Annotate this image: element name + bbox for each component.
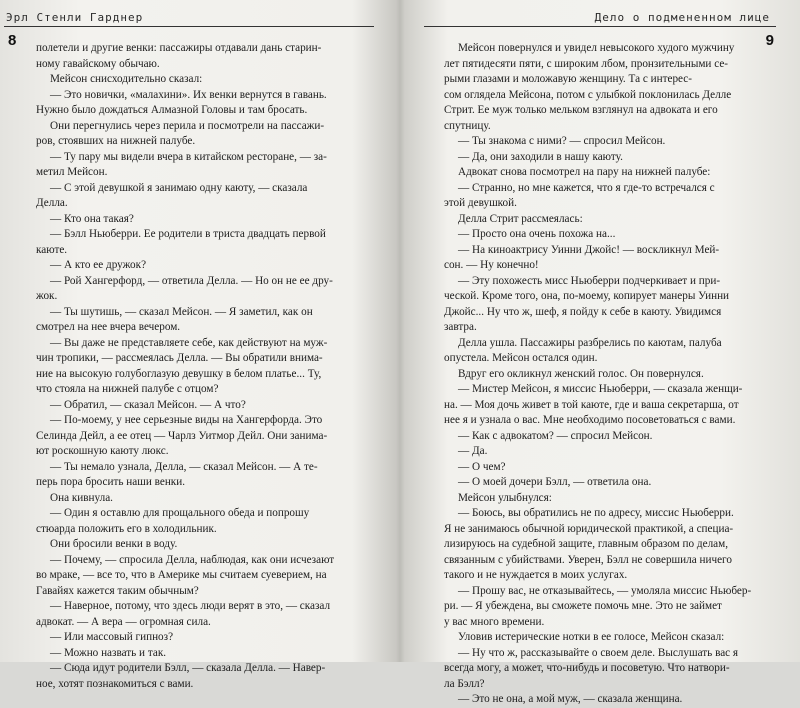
text-line: ров, стоявших на нижней палубе. xyxy=(36,135,196,147)
text-line: ческой. Кроме того, она, по-моему, копирует манеры Уинни xyxy=(444,290,730,302)
body-text xyxy=(36,41,378,692)
text-line: — Это новички, «малахини». Их венки вернутся в гавань. xyxy=(50,88,327,101)
left-page xyxy=(0,0,398,690)
text-line: ют роскошную каюту люкс. xyxy=(36,445,169,457)
text-line: — Бэлл Ньюберри. Ее родители в триста двадцать первой xyxy=(50,228,326,240)
text-line: — Ну что ж, рассказывайте о своем деле. Выслушать вас я xyxy=(458,646,739,659)
text-line: ние на высокую голубоглазую девушку в белом платье... Ту, xyxy=(36,367,322,380)
text-line: лизируюсь на судебной защите, главным образом по делам, xyxy=(444,538,728,550)
text-line: — Обратил, — сказал Мейсон. — А что? xyxy=(50,398,246,411)
text-line: — Это не она, а мой муж, — сказала женщина. xyxy=(458,693,683,705)
text-line: — Наверное, потому, что здесь люди верят в это, — сказал xyxy=(50,600,331,612)
text-line: сом оглядела Мейсона, потом с улыбкой поклонилась Делле xyxy=(444,88,732,101)
text-line: Нужно было дождаться Алмазной Головы и там бросать. xyxy=(36,104,308,116)
text-line: — Ты знакома с ними? — спросил Мейсон. xyxy=(458,135,666,147)
text-line: такого и не нуждается в моих услугах. xyxy=(444,569,628,581)
text-line: ное, хотят познакомиться с вами. xyxy=(36,677,194,690)
text-line: — Как с адвокатом? — спросил Мейсон. xyxy=(458,429,653,442)
text-line: нее я и узнала о вас. Мне необходимо посоветоваться с вами. xyxy=(444,414,736,426)
title-running-head: Дело о подмененном лице xyxy=(594,11,770,24)
text-line: на. — Моя дочь живет в той каюте, где и ваша секретарша, от xyxy=(444,398,739,411)
text-line: — Ты шутишь, — сказал Мейсон. — Я заметил, как он xyxy=(50,305,313,318)
text-line: — Кто она такая? xyxy=(50,212,134,225)
text-line: смотрел на нее вчера вечером. xyxy=(36,321,181,333)
text-line: Делла. xyxy=(36,197,68,209)
text-line: Уловив истерические нотки в ее голосе, Мейсон сказал: xyxy=(458,631,725,643)
text-line: перь пора бросить наши венки. xyxy=(36,476,186,488)
header-rule xyxy=(4,26,374,27)
text-line: Она кивнула. xyxy=(50,491,113,504)
text-line: опустела. Мейсон остался один. xyxy=(444,352,598,364)
text-line: завтра. xyxy=(444,321,477,333)
text-line: — Или массовый гипноз? xyxy=(50,631,174,643)
text-line: — Да. xyxy=(458,445,488,457)
text-line: — На киноактрису Уинни Джойс! — воскликнул Мей- xyxy=(458,243,720,256)
text-line: ному гавайскому обычаю. xyxy=(36,57,160,70)
text-line: — Ты немало узнала, Делла, — сказал Мейсон. — А те- xyxy=(50,460,318,473)
text-line: — А кто ее дружок? xyxy=(50,259,147,271)
text-line: жок. xyxy=(36,290,58,302)
text-line: метил Мейсон. xyxy=(36,166,108,178)
author-running-head: Эрл Стенли Гарднер xyxy=(6,11,144,24)
text-line: Мейсон снисходительно сказал: xyxy=(50,73,203,85)
text-line: Мейсон повернулся и увидел невысокого худого мужчину xyxy=(458,42,735,54)
text-line: всегда могу, а может, что-нибудь и посоветую. Что натвори- xyxy=(444,662,730,674)
text-line: Они перегнулись через перила и посмотрели на пассажи- xyxy=(50,119,325,132)
text-line: — Почему, — спросила Делла, наблюдая, как они исчезают xyxy=(50,553,335,566)
text-line: — Сюда идут родители Бэлл, — сказала Делла. — Навер- xyxy=(50,662,326,674)
text-line: Мейсон улыбнулся: xyxy=(458,491,552,504)
text-line: — С этой девушкой я занимаю одну каюту, — сказала xyxy=(50,181,308,194)
text-line: у вас много времени. xyxy=(444,615,545,628)
text-line: этой девушкой. xyxy=(444,197,517,209)
text-line: — О чем? xyxy=(458,460,506,473)
header-rule xyxy=(424,26,776,27)
text-line: Адвокат снова посмотрел на пару на нижней палубе: xyxy=(458,166,711,178)
text-line: Я не занимаюсь обычной юридической практикой, а специа- xyxy=(444,522,734,535)
text-line: Джойс... Ну что ж, шеф, я пойду к себе в каюту. Увидимся xyxy=(444,305,722,318)
text-line: Вдруг его окликнул женский голос. Он повернулся. xyxy=(458,367,704,380)
text-line: каюте. xyxy=(36,243,68,256)
text-line: рыми глазами и моложавую женщину. Та с интерес- xyxy=(444,73,692,85)
text-line: сон. — Ну конечно! xyxy=(444,259,539,271)
text-line: Селинда Дейл, а ее отец — Чарлз Уитмор Дейл. Они занима- xyxy=(36,429,328,442)
text-line: — Ту пару мы видели вчера в китайском ресторане, — за- xyxy=(50,150,327,163)
text-line: Гавайях кажется таким обычным? xyxy=(36,584,199,597)
text-line: — Мистер Мейсон, я миссис Ньюберри, — сказала женщи- xyxy=(458,383,743,395)
text-line: — Вы даже не представляете себе, как действуют на муж- xyxy=(50,336,328,349)
body-text xyxy=(444,41,780,708)
text-line: полетели и другие венки: пассажиры отдавали дань старин- xyxy=(36,42,322,54)
text-line: — Рой Хангерфорд, — ответила Делла. — Но он не ее дру- xyxy=(50,274,333,287)
text-line: — Странно, но мне кажется, что я где-то встречался с xyxy=(458,181,715,194)
text-line: Делла Стрит рассмеялась: xyxy=(458,212,583,225)
text-line: Они бросили венки в воду. xyxy=(50,538,178,550)
page-number: 8 xyxy=(8,32,17,49)
right-page xyxy=(402,0,800,705)
text-line: что стояла на нижней палубе с отцом? xyxy=(36,383,219,395)
text-line: чин тропики, — рассмеялась Делла. — Вы обратили внима- xyxy=(36,352,323,364)
text-line: — Просто она очень похожа на... xyxy=(458,228,616,240)
text-line: ри. — Я убеждена, вы сможете помочь мне. Это не займет xyxy=(444,600,722,612)
text-line: — Эту похожесть мисс Ньюберри подчеркивает и при- xyxy=(458,274,721,287)
text-line: — О моей дочери Бэлл, — ответила она. xyxy=(458,476,652,488)
text-line: адвокат. — А вера — огромная сила. xyxy=(36,615,211,628)
text-line: Делла ушла. Пассажиры разбрелись по каютам, палуба xyxy=(458,336,722,349)
text-line: — Боюсь, вы обратились не по адресу, миссис Ньюберри. xyxy=(458,507,734,519)
text-line: Стрит. Ее муж только мельком взглянул на адвоката и его xyxy=(444,104,718,116)
text-line: во мраке, — все то, что в Америке мы считаем суеверием, на xyxy=(36,569,327,581)
text-line: спутницу. xyxy=(444,119,491,132)
text-line: — Можно назвать и так. xyxy=(50,646,167,659)
text-line: стюарда положить его в холодильник. xyxy=(36,522,217,535)
text-line: — Один я оставлю для прощального обеда и попрошу xyxy=(50,507,310,519)
text-line: — Прошу вас, не отказывайтесь, — умоляла миссис Ньюбер- xyxy=(458,584,752,597)
page-number: 9 xyxy=(765,32,774,49)
text-line: ла Бэлл? xyxy=(444,677,485,690)
text-line: — Да, они заходили в нашу каюту. xyxy=(458,150,623,163)
text-line: — По-моему, у нее серьезные виды на Хангерфорда. Это xyxy=(50,414,323,426)
text-line: лет пятидесяти пяти, с широким лбом, пронзительными се- xyxy=(444,57,729,70)
text-line: связанным с убийствами. Уверен, Бэлл не совершила ничего xyxy=(444,553,732,566)
